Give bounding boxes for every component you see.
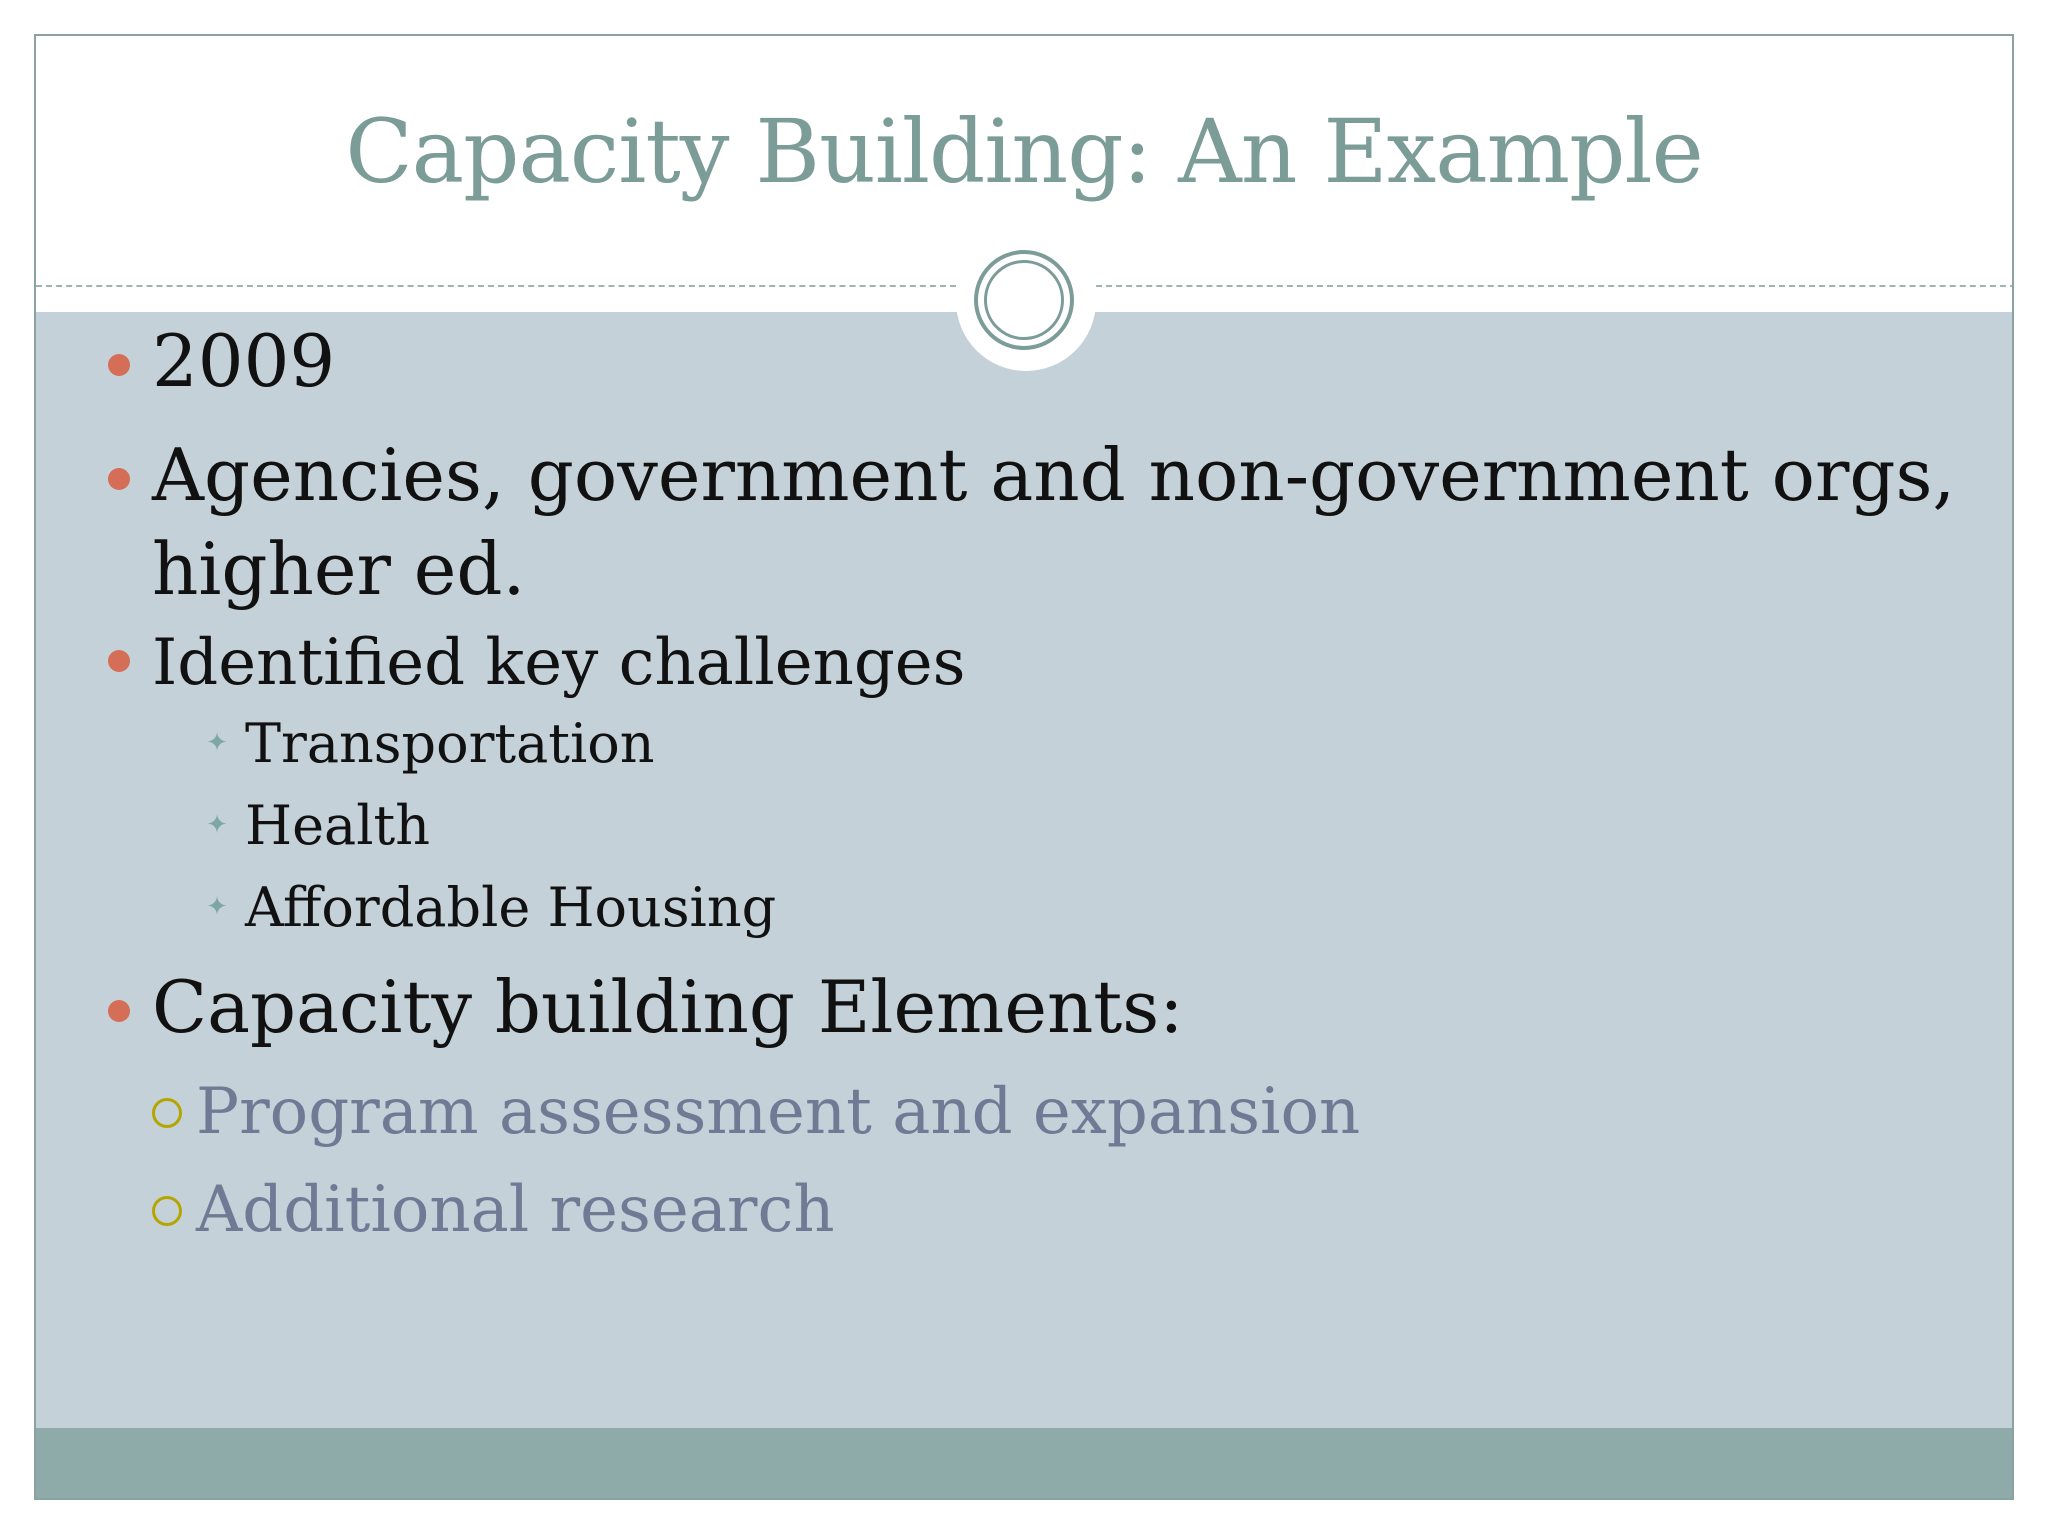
ring-bullet-item xyxy=(196,1070,1360,1154)
bullet-dot-icon xyxy=(108,468,130,490)
bullet-item-4 xyxy=(152,960,1183,1054)
content-area xyxy=(36,312,2012,1432)
bullet-text-line-1: Agencies, government and non-government orgs, xyxy=(152,433,1956,517)
title-divider-left xyxy=(36,285,956,287)
sub-bullet-item xyxy=(206,873,777,943)
star-bullet-icon: ✦ xyxy=(206,810,228,840)
bullet-text: Capacity building Elements: xyxy=(152,965,1184,1049)
bullet-text xyxy=(152,428,1955,616)
ring-bullet-item xyxy=(196,1168,835,1252)
bullet-text: Identified key challenges xyxy=(152,626,966,700)
ring-bullet-text: Additional research xyxy=(196,1173,835,1247)
bullet-item-3 xyxy=(152,616,966,710)
bullet-list xyxy=(36,312,2012,1432)
bullet-dot-icon xyxy=(108,650,130,672)
star-bullet-icon: ✦ xyxy=(206,892,228,922)
double-ring-inner-icon xyxy=(984,260,1064,340)
slide xyxy=(34,34,2014,1500)
star-bullet-icon: ✦ xyxy=(206,728,228,758)
sub-bullet-text: Health xyxy=(245,794,430,857)
bullet-dot-icon xyxy=(108,354,130,376)
hollow-circle-icon xyxy=(152,1196,182,1226)
sub-bullet-text: Transportation xyxy=(245,712,655,775)
hollow-circle-icon xyxy=(152,1098,182,1128)
sub-bullet-item xyxy=(206,709,655,779)
ring-bullet-text: Program assessment and expansion xyxy=(196,1075,1361,1149)
slide-title: Capacity Building: An Example xyxy=(345,100,1703,203)
bullet-item-2 xyxy=(152,428,1955,616)
bullet-item-1 xyxy=(152,314,335,408)
bullet-text-line-2: higher ed. xyxy=(152,527,526,611)
footer-band xyxy=(36,1428,2012,1498)
sub-bullet-item xyxy=(206,791,430,861)
bullet-text: 2009 xyxy=(152,319,336,403)
bullet-dot-icon xyxy=(108,1000,130,1022)
title-divider-right xyxy=(1096,285,2014,287)
sub-bullet-text: Affordable Housing xyxy=(245,876,777,939)
